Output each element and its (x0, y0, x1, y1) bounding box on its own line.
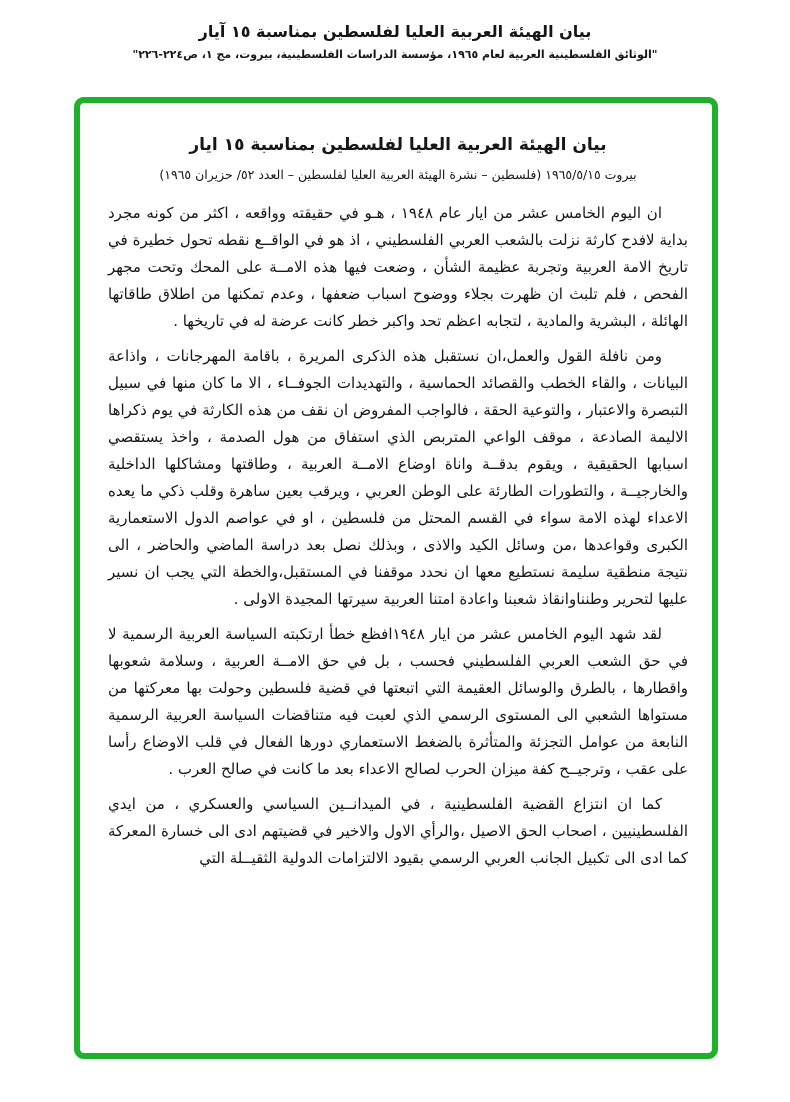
header-source-citation: "الوثائق الفلسطينية العربية لعام ١٩٦٥، مؤسسة الدراسات الفلسطينية، بيروت، مج ١، ص٢٢٤-٢٢٦" (132, 48, 658, 61)
paragraph: كما ان انتزاع القضية الفلسطينية ، في الميدانــين السياسي والعسكري ، من ايدي الفلسطينيين ، اصحاب الحق الاصيل ،والرأي الاول والاخير في قضيتهم ادى الى خسارة المعركة كما ادى الى تكبيل الجانب العربي الرسمي بقيود الالتزامات الدولية الثقيــلة التي (108, 795, 688, 867)
paragraph: ومن نافلة القول والعمل،ان نستقبل هذه الذكرى المريرة ، باقامة المهرجانات ، واذاعة البيانات ، والقاء الخطب والقصائد الحماسية ، والتهديدات الجوفــاء ، الا ما كان منها في سبيل التبصرة والاعتبار ، والتوعية الحقة ، فالواجب المفروض ان نقف من هذه الكارثة في يوم ذكراها الاليمة الصادعة ، موقف الواعي المتربص الذي استفاق من هول الصدمة ، واخذ يستقصي اسبابها الحقيقية ، ويقوم بدقــة واناة اوضاع الامــة العربية ، وطاقتها ومشاكلها الداخلية والخارجيــة ، والتطورات الطارئة على الوطن العربي ، ويرقب بعين ساهرة وقلب ذكي ما يعده الاعداء لهذه الامة سواء في القسم المحتل من فلسطين ، او في عواصم الدول الاستعمارية الكبرى وقواعدها ،من وسائل الكيد والاذى ، وبذلك نصل بعد دراسة الماضي والحاضر ، الى نتيجة منطقية سليمة نستطيع معها ان نحدد موقفنا في المستقبل،والخطة التي يجب ان نسير عليها لتحرير وطنناوانقاذ شعبنا واعادة امتنا العربية سيرتها المجيدة الاولى . (108, 347, 688, 608)
document-body (108, 200, 688, 872)
header-title: بيان الهيئة العربية العليا لفلسطين بمناسبة ١٥ آيار (198, 22, 592, 41)
document-content (80, 103, 712, 872)
green-document-frame (74, 97, 718, 1059)
page-header (0, 22, 790, 61)
paragraph: لقد شهد اليوم الخامس عشر من ايار ١٩٤٨افظع خطأ ارتكبته السياسة العربية الرسمية لا في حق الشعب العربي الفلسطيني فحسب ، بل في حق الامــة العربية ، وسلامة شعوبها واقطارها ، بالطرق والوسائل العقيمة التي اتبعتها في قضية فلسطين وحولت بها معركتها من مستواها الشعبي الى المستوى الرسمي الذي لعبت فيه متناقضات السياسة العربية الرسمية النابعة من عوامل التجزئة والمتأثرة بالضغط الاستعماري دورها الفعال في قلب الاوضاع رأسا على عقب ، وترجيــح كفة ميزان الحرب لصالح الاعداء بعد ما كانت في صالح العرب . (108, 625, 688, 778)
paragraph: ان اليوم الخامس عشر من ايار عام ١٩٤٨ ، هـو في حقيقته وواقعه ، اكثر من كونه مجرد بداية لافدح كارثة نزلت بالشعب العربي الفلسطيني ، اذ هو في الواقــع نقطه تحول خطيرة في تاريخ الامة العربية وتجربة عظيمة الشأن ، وضعت فيها هذه الامــة على المحك وتحت مجهر الفحص ، فلم تلبث ان ظهرت بجلاء ووضوح اسباب ضعفها ، وعدم تمكنها من اطلاق طاقاتها الهائلة ، البشرية والمادية ، لتجابه اعظم تحد واكبر خطر كانت عرضة له في تاريخها . (108, 204, 688, 330)
document-title: بيان الهيئة العربية العليا لفلسطين بمناسبة ١٥ ايار (189, 135, 607, 155)
document-dateline: بيروت ١٩٦٥/٥/١٥ (فلسطين – نشرة الهيئة العربية العليا لفلسطين – العدد ٥٢/ حزيران ١٩٦٥) (159, 167, 637, 182)
